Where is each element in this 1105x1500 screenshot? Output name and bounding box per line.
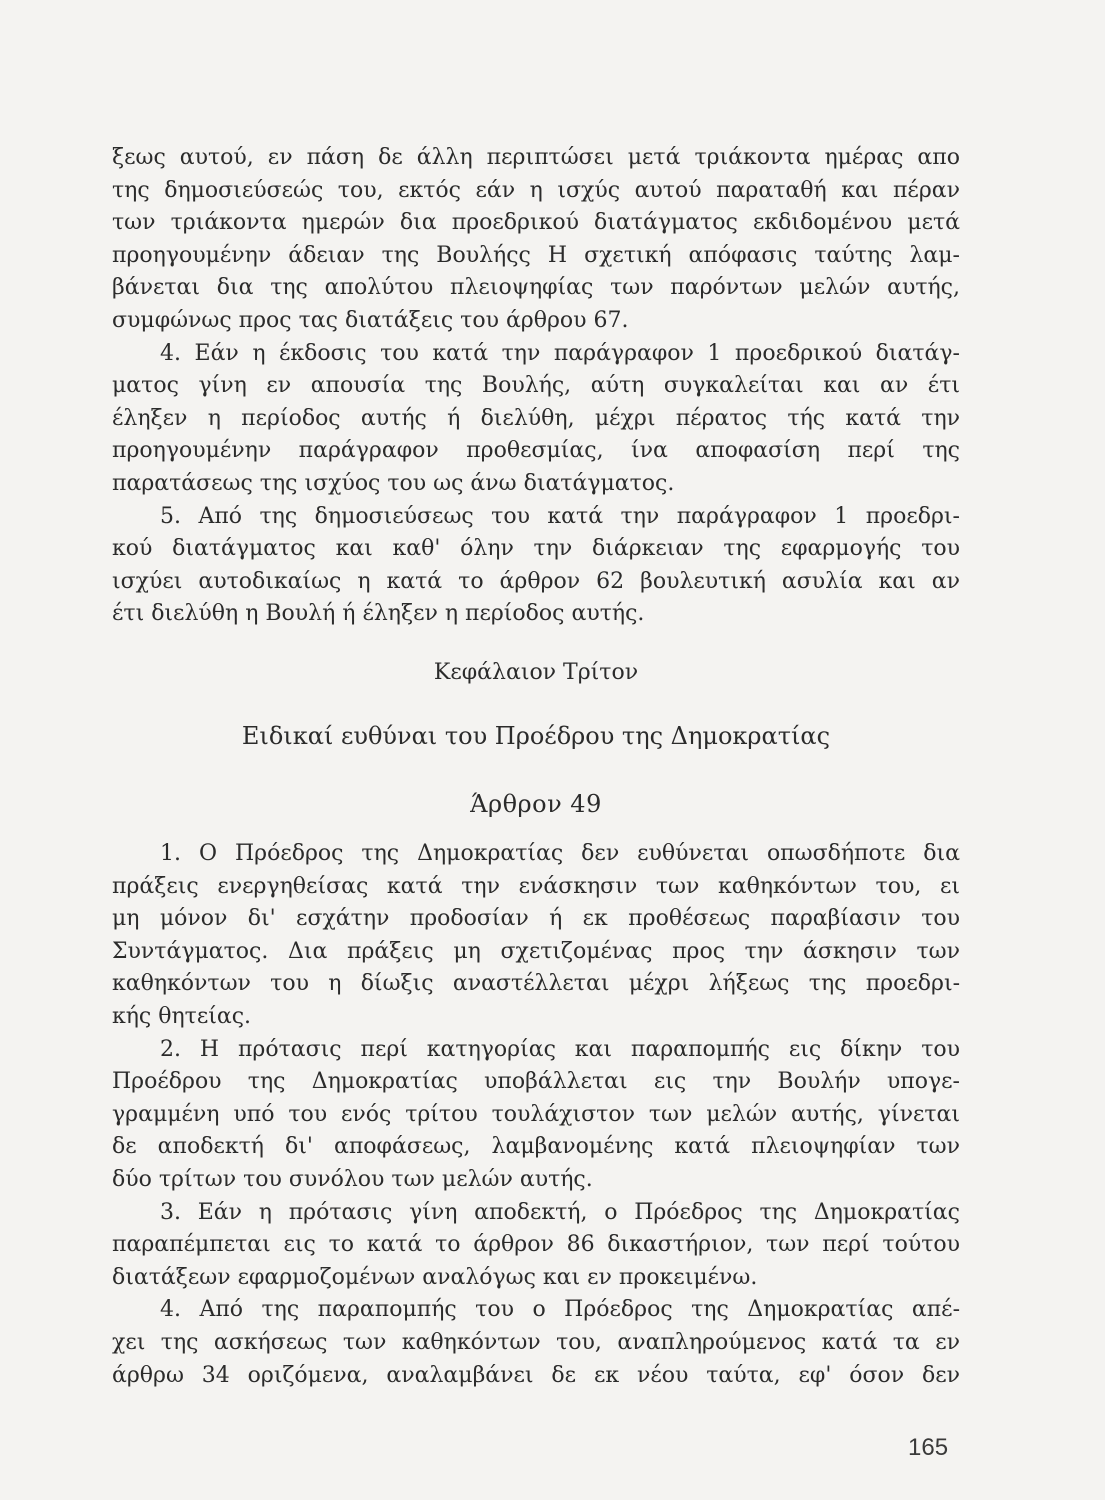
- text-line: χει της ασκήσεως των καθηκόντων του, αναπληρούμενος κατά τα εν: [112, 1329, 960, 1355]
- text-line: παρατάσεως της ισχύος του ως άνω διατάγματος.: [112, 470, 675, 496]
- text-block-article-49: [112, 838, 960, 1392]
- page-number: 165: [908, 1434, 949, 1461]
- text-line: διατάξεων εφαρμοζομένων αναλόγως και εν προκειμένω.: [112, 1264, 758, 1290]
- text-line: της δημοσιεύσεώς του, εκτός εάν η ισχύς αυτού παραταθή και πέραν: [112, 177, 960, 203]
- text-line: κής θητείας.: [112, 1003, 252, 1029]
- text-line: προηγουμένην άδειαν της Βουλήςς Η σχετική απόφασις ταύτης λαμ-: [112, 242, 960, 268]
- text-line-paragraph-3: 3. Εάν η πρότασις γίνη αποδεκτή, ο Πρόεδρος της Δημοκρατίας: [160, 1199, 960, 1225]
- text-line: βάνεται δια της απολύτου πλειοψηφίας των παρόντων μελών αυτής,: [112, 275, 960, 301]
- text-line: παραπέμπεται εις το κατά το άρθρον 86 δικαστήριον, των περί τούτου: [112, 1232, 960, 1258]
- text-line: δε αποδεκτή δι' αποφάσεως, λαμβανομένης κατά πλειοψηφίαν των: [112, 1134, 960, 1160]
- text-line: συμφώνως προς τας διατάξεις του άρθρου 67.: [112, 307, 629, 333]
- text-line: ξεως αυτού, εν πάση δε άλλη περιπτώσει μετά τριάκοντα ημέρας απο: [112, 145, 960, 170]
- text-line: δύο τρίτων του συνόλου των μελών αυτής.: [112, 1166, 593, 1192]
- text-line: των τριάκοντα ημερών δια προεδρικού διατάγματος εκδιδομένου μετά: [112, 210, 960, 236]
- text-line-paragraph-1: 1. Ο Πρόεδρος της Δημοκρατίας δεν ευθύνεται οπωσδήποτε δια: [160, 841, 960, 866]
- text-block-continued: [112, 142, 960, 631]
- text-line: κού διατάγματος και καθ' όλην την διάρκειαν της εφαρμογής του: [112, 536, 960, 562]
- text-line: Προέδρου της Δημοκρατίας υποβάλλεται εις την Βουλήν υπογε-: [112, 1069, 960, 1095]
- text-line: ισχύει αυτοδικαίως η κατά το άρθρον 62 βουλευτική ασυλία και αν: [112, 568, 960, 594]
- text-line: έτι διελύθη η Βουλή ή έληξεν η περίοδος αυτής.: [112, 601, 645, 627]
- article-heading: Άρθρον 49: [470, 790, 602, 818]
- text-line: Συντάγματος. Δια πράξεις μη σχετιζομένας προς την άσκησιν των: [112, 938, 960, 964]
- text-line: άρθρω 34 οριζόμενα, αναλαμβάνει δε εκ νέου ταύτα, εφ' όσον δεν: [112, 1362, 960, 1388]
- text-line-paragraph-5: 5. Από της δημοσιεύσεως του κατά την παράγραφον 1 προεδρι-: [160, 503, 960, 529]
- text-line: έληξεν η περίοδος αυτής ή διελύθη, μέχρι πέρατος τής κατά την: [112, 405, 960, 431]
- text-line: πράξεις ενεργηθείσας κατά την ενάσκησιν των καθηκόντων του, ει: [112, 873, 960, 899]
- text-line: ματος γίνη εν απουσία της Βουλής, αύτη συγκαλείται και αν έτι: [112, 373, 960, 399]
- text-line-paragraph-4: 4. Εάν η έκδοσις του κατά την παράγραφον 1 προεδρικού διατάγ-: [160, 340, 960, 366]
- text-line: καθηκόντων του η δίωξις αναστέλλεται μέχρι λήξεως της προεδρι-: [112, 971, 960, 997]
- chapter-title: Κεφάλαιον Τρίτον: [433, 660, 639, 685]
- text-line: προηγουμένην παράγραφον προθεσμίας, ίνα αποφασίση περί της: [112, 438, 960, 464]
- text-line-paragraph-4: 4. Από της παραπομπής του ο Πρόεδρος της Δημοκρατίας απέ-: [160, 1297, 960, 1323]
- text-line: γραμμένη υπό του ενός τρίτου τουλάχιστον των μελών αυτής, γίνεται: [112, 1101, 960, 1127]
- text-line-paragraph-2: 2. Η πρότασις περί κατηγορίας και παραπομπής εις δίκην του: [160, 1036, 960, 1062]
- text-line: μη μόνον δι' εσχάτην προδοσίαν ή εκ προθέσεως παραβίασιν του: [112, 906, 960, 932]
- chapter-subtitle: Ειδικαί ευθύναι του Προέδρου της Δημοκρατίας: [241, 722, 831, 750]
